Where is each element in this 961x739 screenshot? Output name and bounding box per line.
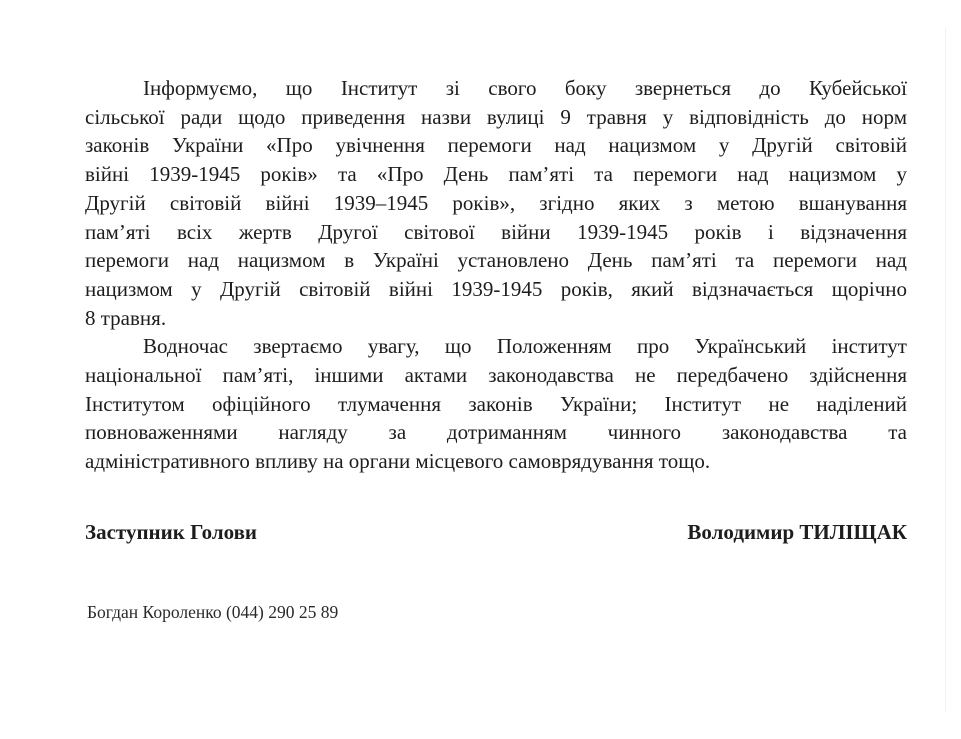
text-line: адміністративного впливу на органи місцевого самоврядування тощо. <box>85 449 711 474</box>
signer-title: Заступник Голови <box>85 520 258 544</box>
signature-row <box>85 520 907 545</box>
text-line: Інформуємо, що Інститут зі свого боку звернеться до Кубейської <box>143 76 907 100</box>
text-line: пам’яті всіх жертв Другої світової війни 1939-1945 років і відзначення <box>85 219 907 244</box>
text-line: перемоги над нацизмом в Україні установлено День пам’яті та перемоги над <box>85 248 907 273</box>
letter-body <box>85 74 907 476</box>
text-line: 8 травня. <box>85 305 167 330</box>
signer-name: Володимир ТИЛІЩАК <box>687 520 907 544</box>
text-line: нацизмом у Другій світовій війні 1939-1945 років, який відзначається щорічно <box>85 276 907 301</box>
text-line: сільської ради щодо приведення назви вулиці 9 травня у відповідність до норм <box>85 104 907 129</box>
text-line: національної пам’яті, іншими актами законодавства не передбачено здійснення <box>85 363 907 388</box>
text-line: війні 1939-1945 років» та «Про День пам’яті та перемоги над нацизмом у <box>85 162 907 187</box>
text-line: законів України «Про увічнення перемоги над нацизмом у Другій світовій <box>85 133 907 158</box>
text-line: Водночас звертаємо увагу, що Положенням про Український інститут <box>143 334 907 359</box>
text-line: Другій світовій війні 1939–1945 років», згідно яких з метою вшанування <box>85 190 907 215</box>
scan-edge-shadow <box>945 28 946 712</box>
text-line: Інститутом офіційного тлумачення законів України; Інститут не наділений <box>85 391 907 416</box>
text-line: повноваженнями нагляду за дотриманням чинного законодавства та <box>85 420 907 445</box>
contact-line: Богдан Короленко (044) 290 25 89 <box>87 602 339 622</box>
